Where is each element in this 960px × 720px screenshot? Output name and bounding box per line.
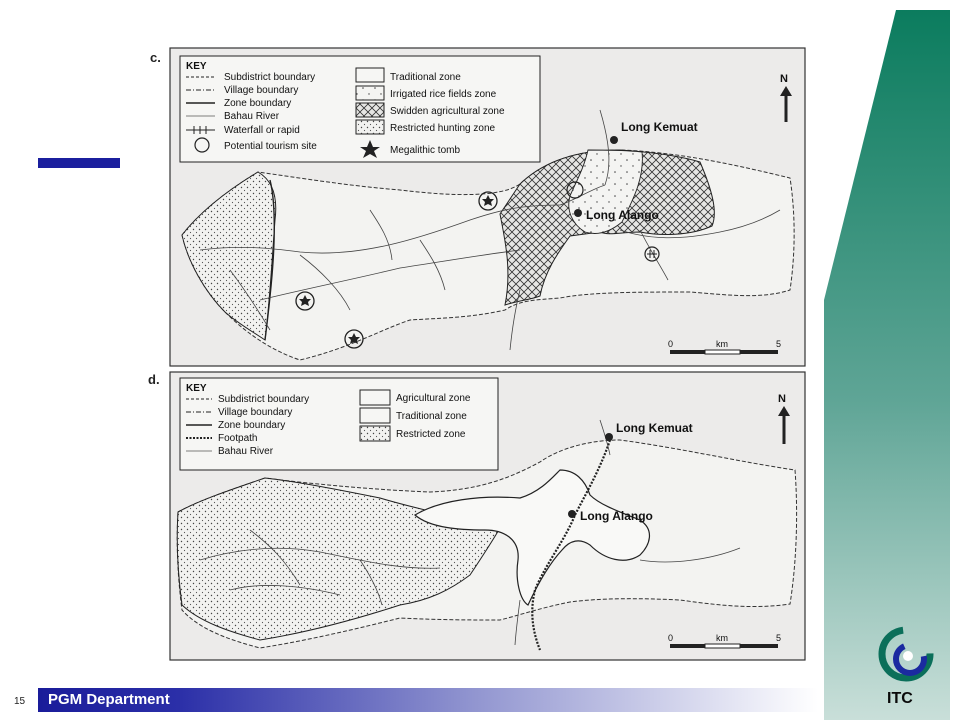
map-c-village-long-kemuat: [610, 136, 618, 144]
map-c-scale-unit: km: [716, 339, 728, 349]
map-c-label-long-kemuat: Long Kemuat: [621, 120, 698, 134]
accent-bar: [38, 158, 120, 168]
map-c-key-megalithic: Megalithic tomb: [390, 145, 461, 156]
footer-department: PGM Department: [48, 691, 170, 708]
map-c-north-label: N: [780, 73, 788, 85]
map-d-scale-bar: [670, 644, 778, 648]
map-c-village-long-alango: [574, 209, 582, 217]
map-c-key-village: Village boundary: [224, 85, 299, 96]
map-d-label-long-alango: Long Alango: [580, 509, 653, 523]
map-c-key-subdistrict: Subdistrict boundary: [224, 72, 316, 83]
map-d-key-village: Village boundary: [218, 407, 293, 418]
map-c-scale-0: 0: [668, 339, 674, 349]
map-d-scale-5: 5: [776, 633, 782, 643]
map-c-scale-5: 5: [776, 339, 782, 349]
map-c-label: c.: [150, 50, 161, 65]
map-d-key-footpath: Footpath: [218, 433, 258, 444]
map-d-key-title: KEY: [186, 383, 207, 394]
map-d-north-label: N: [778, 393, 786, 405]
map-c-key-tourism: Potential tourism site: [224, 141, 317, 152]
map-c-key-waterfall: Waterfall or rapid: [224, 125, 300, 136]
map-d-village-long-alango: [568, 510, 576, 518]
map-d-key-agricultural: Agricultural zone: [396, 393, 471, 404]
map-c-key-irrigated: Irrigated rice fields zone: [390, 89, 497, 100]
map-c-key-traditional: Traditional zone: [390, 72, 461, 83]
map-c-key-title: KEY: [186, 61, 207, 72]
map-d-village-long-kemuat: [605, 433, 613, 441]
map-c-key-zone: Zone boundary: [224, 98, 292, 109]
map-d-key-traditional: Traditional zone: [396, 411, 467, 422]
map-d-scale-unit: km: [716, 633, 728, 643]
map-d-key-zone: Zone boundary: [218, 420, 286, 431]
map-d-key-restricted: Restricted zone: [396, 429, 466, 440]
page-number: 15: [14, 696, 26, 707]
map-d-label: d.: [148, 372, 160, 387]
map-c-label-long-alango: Long Alango: [586, 208, 659, 222]
map-d-key-subdistrict: Subdistrict boundary: [218, 394, 310, 405]
map-c-key-swidden: Swidden agricultural zone: [390, 106, 505, 117]
map-c: [150, 48, 805, 366]
map-c-key-river: Bahau River: [224, 111, 280, 122]
map-d-scale-0: 0: [668, 633, 674, 643]
map-d-label-long-kemuat: Long Kemuat: [616, 421, 693, 435]
map-d: [148, 372, 805, 660]
map-d-key-river: Bahau River: [218, 446, 274, 457]
map-c-key-restricted: Restricted hunting zone: [390, 123, 496, 134]
itc-logo-text: ITC: [887, 690, 913, 707]
map-c-scale-bar: [670, 350, 778, 354]
teal-side-panel: [824, 10, 950, 720]
